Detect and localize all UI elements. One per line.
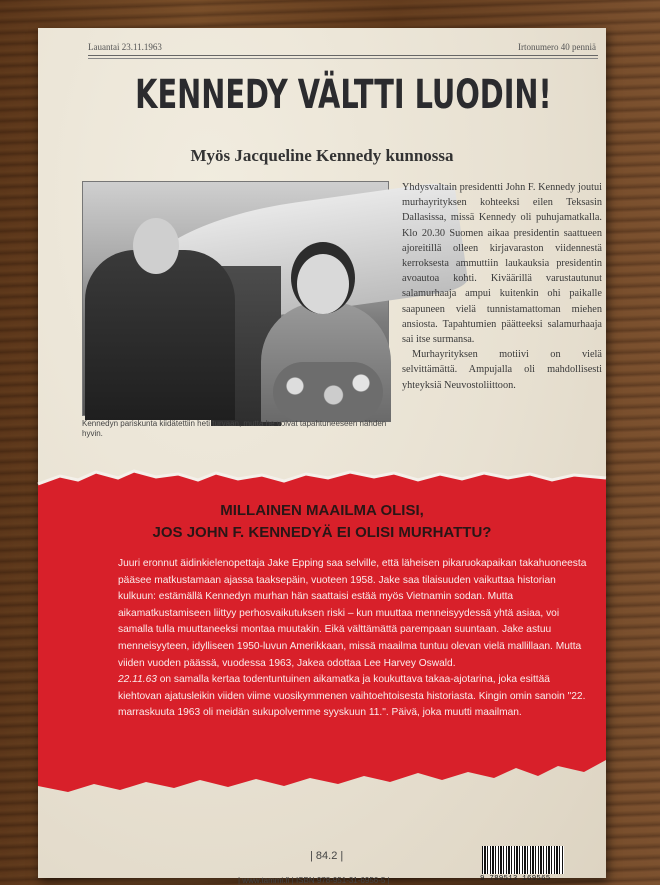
blurb-paragraph-2	[118, 672, 588, 722]
photo-man-head	[133, 218, 179, 274]
book-blurb	[118, 556, 588, 722]
book-title-inline: 22.11.63	[118, 674, 157, 686]
photo-man-figure	[85, 250, 235, 420]
blurb-paragraph-1: Juuri eronnut äidinkielenopettaja Jake Epping saa selville, että läheisen pikaruokapaikan takahuoneesta pääsee matkustamaan ajassa taaksepäin, vuoteen 1958. Jake saa tilaisuuden vaikuttaa historian kulkuun: estämällä Kennedyn murhan hän saattaisi estää myös Vietnamin sodan. Mutta aikamatkustamiseen liittyy perhosvaikutuksen riski – kun muuttaa menneisyydessä yhtä asiaa, voi samalla tulla muuttaneeksi montaa muutakin. Eikä välttämättä parempaan suuntaan. Jake astuu menneisyyteen, idylliseen 1950-luvun Amerikkaan, missä maailma tuntuu olevan vielä mallillaan. Mutta viiden vuoden päässä, vuodessa 1963, Jakea odottaa Lee Harvey Oswald.	[118, 558, 587, 669]
masthead-date: Lauantai 23.11.1963	[88, 42, 162, 52]
headline: KENNEDY VÄLTTI LUODIN!	[135, 72, 552, 118]
subheadline: Myös Jacqueline Kennedy kunnossa	[190, 146, 454, 165]
barcode-icon	[482, 846, 564, 874]
book-back-cover	[38, 28, 606, 885]
article-paragraph-2: Murhayrityksen motiivi on vielä selvittämättä. Ampujalla oli mahdollisesti yhteyksiä Neuvostoliittoon.	[402, 349, 602, 391]
photo-flowers	[273, 362, 383, 422]
masthead-price: Irtonumero 40 penniä	[518, 42, 596, 52]
red-heading-line-1: MILLAINEN MAAILMA OLISI,	[220, 502, 424, 519]
red-section-heading	[38, 500, 606, 544]
red-heading-line-2: JOS JOHN F. KENNEDYÄ EI OLISI MURHATTU?	[152, 524, 492, 541]
news-photo	[82, 181, 389, 416]
publisher-footer: | www.tammi.fi | ISBN 978-951-31-6956-5 |	[238, 876, 390, 885]
masthead-rule-thin	[88, 58, 598, 59]
library-classification: | 84.2 |	[310, 850, 344, 862]
photo-woman-head	[297, 254, 349, 314]
barcode-number: 9 789513 169565	[480, 875, 551, 883]
article-paragraph-1: Yhdysvaltain presidentti John F. Kennedy joutui murhayrityksen kohteeksi eilen Teksasin Dallasissa, missä Kennedy oli puhujamatkalla. Klo 20.30 Suomen aikaa presidentin saattueen ajoreitillä olleen kirjavaraston viidennestä kerroksesta ammuttiin laukauksia presidentin avoautoa kohti. Kiväärillä varustautunut salamurhaaja ampui kuitenkin ohi paikalle saapuneen vielä tunnistamattoman miehen ansiosta. Tapahtumien päätteeksi salamurhaaja sai itse surmansa.	[402, 182, 602, 346]
photo-caption: Kennedyn pariskunta kiidätettiin heti turvaan, mutta he voivat tapahtuneeseen nähden hyvin.	[82, 419, 387, 438]
masthead-rule	[88, 55, 598, 56]
blurb-paragraph-2-text: on samalla kertaa todentuntuinen aikamatka ja koukuttava takaa-ajotarina, joka esittää kiehtovan ajatusleikin viiden viime vuosikymmenen vaihtoehtoisesta historiasta. Kingin omin sanoin "22. marraskuuta 1963 oli meidän sukupolvemme syyskuun 11.". Päivä, joka muutti maailman.	[118, 674, 586, 719]
news-article	[402, 180, 602, 393]
